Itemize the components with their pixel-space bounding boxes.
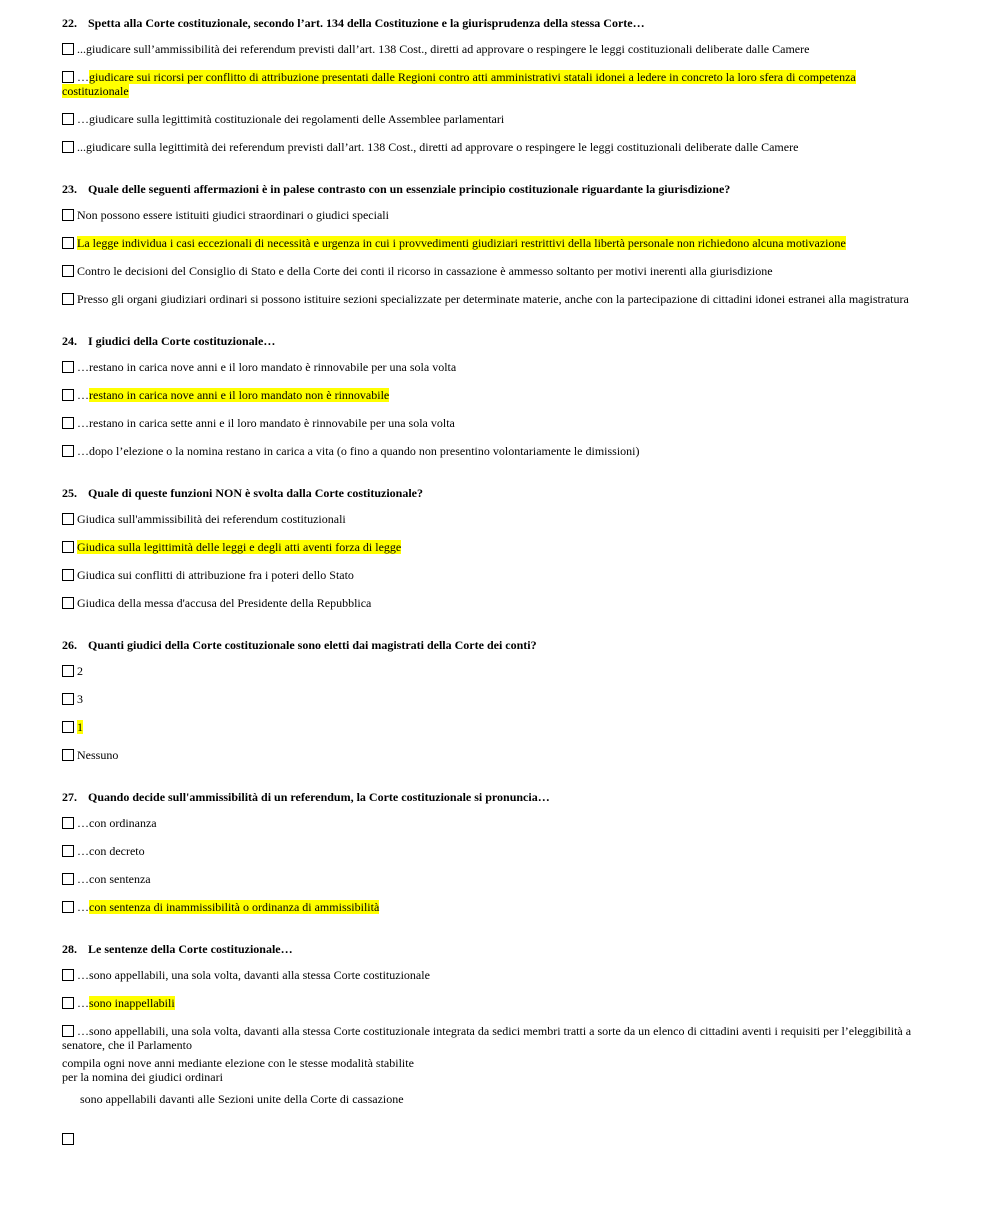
answer-option xyxy=(62,996,912,1010)
answer-checkbox[interactable] xyxy=(62,693,74,705)
question-spacer xyxy=(62,320,912,334)
question-spacer xyxy=(62,928,912,942)
question-title xyxy=(62,486,912,504)
answer-option xyxy=(62,900,912,914)
answer-checkbox[interactable] xyxy=(62,389,74,401)
question-text: I giudici della Corte costituzionale… xyxy=(88,334,276,348)
answer-checkbox[interactable] xyxy=(62,445,74,457)
question-title xyxy=(62,16,912,34)
answer-prefix: … xyxy=(77,388,89,402)
question-number: 25. xyxy=(62,486,77,500)
answer-option xyxy=(62,140,912,154)
answer-text: Giudica della messa d'accusa del Presidente della Repubblica xyxy=(77,596,372,610)
continuation-line: compila ogni nove anni mediante elezione con le stesse modalità stabilite xyxy=(62,1056,414,1070)
answer-checkbox[interactable] xyxy=(62,817,74,829)
document-page xyxy=(62,16,912,1160)
answer-prefix: … xyxy=(77,996,89,1010)
answer-text: Presso gli organi giudiziari ordinari si possono istituire sezioni specializzate per determinate materie, anche con la partecipazione di cittadini idonei estranei alla magistratura xyxy=(77,292,909,306)
answer-text-highlighted: restano in carica nove anni e il loro mandato non è rinnovabile xyxy=(89,388,390,402)
answer-option xyxy=(62,568,912,582)
answer-option xyxy=(62,42,912,56)
answer-checkbox[interactable] xyxy=(62,721,74,733)
answer-option xyxy=(62,968,912,982)
answer-text: …con sentenza xyxy=(77,872,151,886)
answer-checkbox[interactable] xyxy=(62,873,74,885)
answer-option xyxy=(62,416,912,430)
answer-option xyxy=(62,388,912,402)
question-block xyxy=(62,486,912,638)
question-block xyxy=(62,790,912,942)
answer-text: Giudica sull'ammissibilità dei referendum costituzionali xyxy=(77,512,346,526)
answer-checkbox[interactable] xyxy=(62,901,74,913)
orphan-answer-text: sono appellabili davanti alle Sezioni unite della Corte di cassazione xyxy=(80,1092,404,1106)
answer-text: …giudicare sulla legittimità costituzionale dei regolamenti delle Assemblee parlamentari xyxy=(77,112,505,126)
question-number: 23. xyxy=(62,182,77,196)
answer-prefix: … xyxy=(77,900,89,914)
answer-checkbox[interactable] xyxy=(62,749,74,761)
answer-checkbox[interactable] xyxy=(62,361,74,373)
answer-checkbox[interactable] xyxy=(62,1133,74,1145)
answer-checkbox[interactable] xyxy=(62,513,74,525)
answer-text: …con ordinanza xyxy=(77,816,157,830)
answer-option xyxy=(62,540,912,554)
answer-text: 2 xyxy=(77,664,83,678)
question-title xyxy=(62,942,912,960)
question-block xyxy=(62,334,912,486)
question-spacer xyxy=(62,624,912,638)
question-text: Spetta alla Corte costituzionale, secondo l’art. 134 della Costituzione e la giurisprudenza della stessa Corte… xyxy=(88,16,645,30)
question-block xyxy=(62,942,912,1160)
question-number: 28. xyxy=(62,942,77,956)
question-number: 27. xyxy=(62,790,77,804)
answer-option xyxy=(62,816,912,830)
answer-option xyxy=(62,444,912,458)
question-spacer xyxy=(62,472,912,486)
question-block xyxy=(62,182,912,334)
answer-text-highlighted: La legge individua i casi eccezionali di necessità e urgenza in cui i provvedimenti giudiziari restrittivi della libertà personale non richiedono alcuna motivazione xyxy=(77,236,846,250)
answer-option xyxy=(62,664,912,678)
question-text: Quale di queste funzioni NON è svolta dalla Corte costituzionale? xyxy=(88,486,423,500)
question-number: 22. xyxy=(62,16,77,30)
answer-option xyxy=(62,264,912,278)
answer-option xyxy=(62,844,912,858)
answer-option xyxy=(62,872,912,886)
question-text: Quale delle seguenti affermazioni è in palese contrasto con un essenziale principio costituzionale riguardante la giurisdizione? xyxy=(88,182,731,196)
answer-text-highlighted: con sentenza di inammissibilità o ordinanza di ammissibilità xyxy=(89,900,380,914)
answer-text: …con decreto xyxy=(77,844,145,858)
answer-text: Non possono essere istituiti giudici straordinari o giudici speciali xyxy=(77,208,389,222)
answer-checkbox[interactable] xyxy=(62,113,74,125)
answer-text: ...giudicare sull’ammissibilità dei referendum previsti dall’art. 138 Cost., diretti ad approvare o respingere le leggi costituzionali deliberate dalle Camere xyxy=(77,42,810,56)
answer-checkbox[interactable] xyxy=(62,541,74,553)
answer-option xyxy=(62,692,912,706)
question-number: 24. xyxy=(62,334,77,348)
answer-option xyxy=(62,748,912,762)
answer-checkbox[interactable] xyxy=(62,569,74,581)
answer-option xyxy=(62,70,912,98)
answer-option xyxy=(62,360,912,374)
question-title xyxy=(62,790,912,808)
answer-checkbox[interactable] xyxy=(62,293,74,305)
continuation-line: per la nomina dei giudici ordinari xyxy=(62,1070,223,1084)
answer-text: …restano in carica sette anni e il loro mandato è rinnovabile per una sola volta xyxy=(77,416,455,430)
question-title xyxy=(62,334,912,352)
answer-checkbox[interactable] xyxy=(62,665,74,677)
question-block xyxy=(62,638,912,790)
answer-checkbox[interactable] xyxy=(62,1025,74,1037)
answer-continuation xyxy=(62,1056,912,1084)
answer-option xyxy=(62,596,912,610)
answer-checkbox[interactable] xyxy=(62,997,74,1009)
answer-text: 3 xyxy=(77,692,83,706)
answer-option xyxy=(62,236,912,250)
answer-text-highlighted: giudicare sui ricorsi per conflitto di attribuzione presentati dalle Regioni contro atti amministrativi statali idonei a ledere in concreto la loro sfera di competenza costituzionale xyxy=(62,70,856,98)
question-text: Quando decide sull'ammissibilità di un referendum, la Corte costituzionale si pronuncia… xyxy=(88,790,550,804)
answer-text: Contro le decisioni del Consiglio di Stato e della Corte dei conti il ricorso in cassazione è ammesso soltanto per motivi inerenti alla giurisdizione xyxy=(77,264,773,278)
answer-text: …sono appellabili, una sola volta, davanti alla stessa Corte costituzionale xyxy=(77,968,430,982)
question-text: Le sentenze della Corte costituzionale… xyxy=(88,942,293,956)
question-block xyxy=(62,16,912,182)
answer-checkbox[interactable] xyxy=(62,141,74,153)
answer-checkbox[interactable] xyxy=(62,969,74,981)
answer-text-highlighted: sono inappellabili xyxy=(89,996,175,1010)
answer-checkbox[interactable] xyxy=(62,845,74,857)
question-title xyxy=(62,182,912,200)
answer-option xyxy=(62,292,912,306)
answer-text: …dopo l’elezione o la nomina restano in carica a vita (o fino a quando non presentino volontariamente le dimissioni) xyxy=(77,444,640,458)
answer-checkbox[interactable] xyxy=(62,417,74,429)
question-spacer xyxy=(62,168,912,182)
question-spacer xyxy=(62,1146,912,1160)
answer-option xyxy=(62,720,912,734)
answer-text-highlighted: 1 xyxy=(77,720,83,734)
answer-text: Nessuno xyxy=(77,748,119,762)
answer-option xyxy=(62,112,912,126)
answer-checkbox[interactable] xyxy=(62,265,74,277)
answer-text: ...giudicare sulla legittimità dei referendum previsti dall’art. 138 Cost., diretti ad approvare o respingere le leggi costituzionali deliberate dalle Camere xyxy=(77,140,799,154)
answer-checkbox[interactable] xyxy=(62,597,74,609)
answer-prefix: … xyxy=(77,70,89,84)
answer-text: …restano in carica nove anni e il loro mandato è rinnovabile per una sola volta xyxy=(77,360,457,374)
question-title xyxy=(62,638,912,656)
question-text: Quanti giudici della Corte costituzionale sono eletti dai magistrati della Corte dei conti? xyxy=(88,638,537,652)
answer-checkbox[interactable] xyxy=(62,237,74,249)
question-spacer xyxy=(62,776,912,790)
answer-option xyxy=(62,512,912,526)
question-number: 26. xyxy=(62,638,77,652)
answer-checkbox[interactable] xyxy=(62,43,74,55)
answer-option xyxy=(62,208,912,222)
answer-text: …sono appellabili, una sola volta, davanti alla stessa Corte costituzionale integrata da sedici membri tratti a sorte da un elenco di cittadini aventi i requisiti per l’eleggibilità a senatore, che il Parlamento xyxy=(62,1024,912,1052)
answer-text-highlighted: Giudica sulla legittimità delle leggi e degli atti aventi forza di legge xyxy=(77,540,402,554)
answer-option xyxy=(62,1024,912,1052)
orphan-checkbox-row xyxy=(62,1132,912,1146)
answer-checkbox[interactable] xyxy=(62,71,74,83)
answer-text: Giudica sui conflitti di attribuzione fra i poteri dello Stato xyxy=(77,568,354,582)
answer-checkbox[interactable] xyxy=(62,209,74,221)
